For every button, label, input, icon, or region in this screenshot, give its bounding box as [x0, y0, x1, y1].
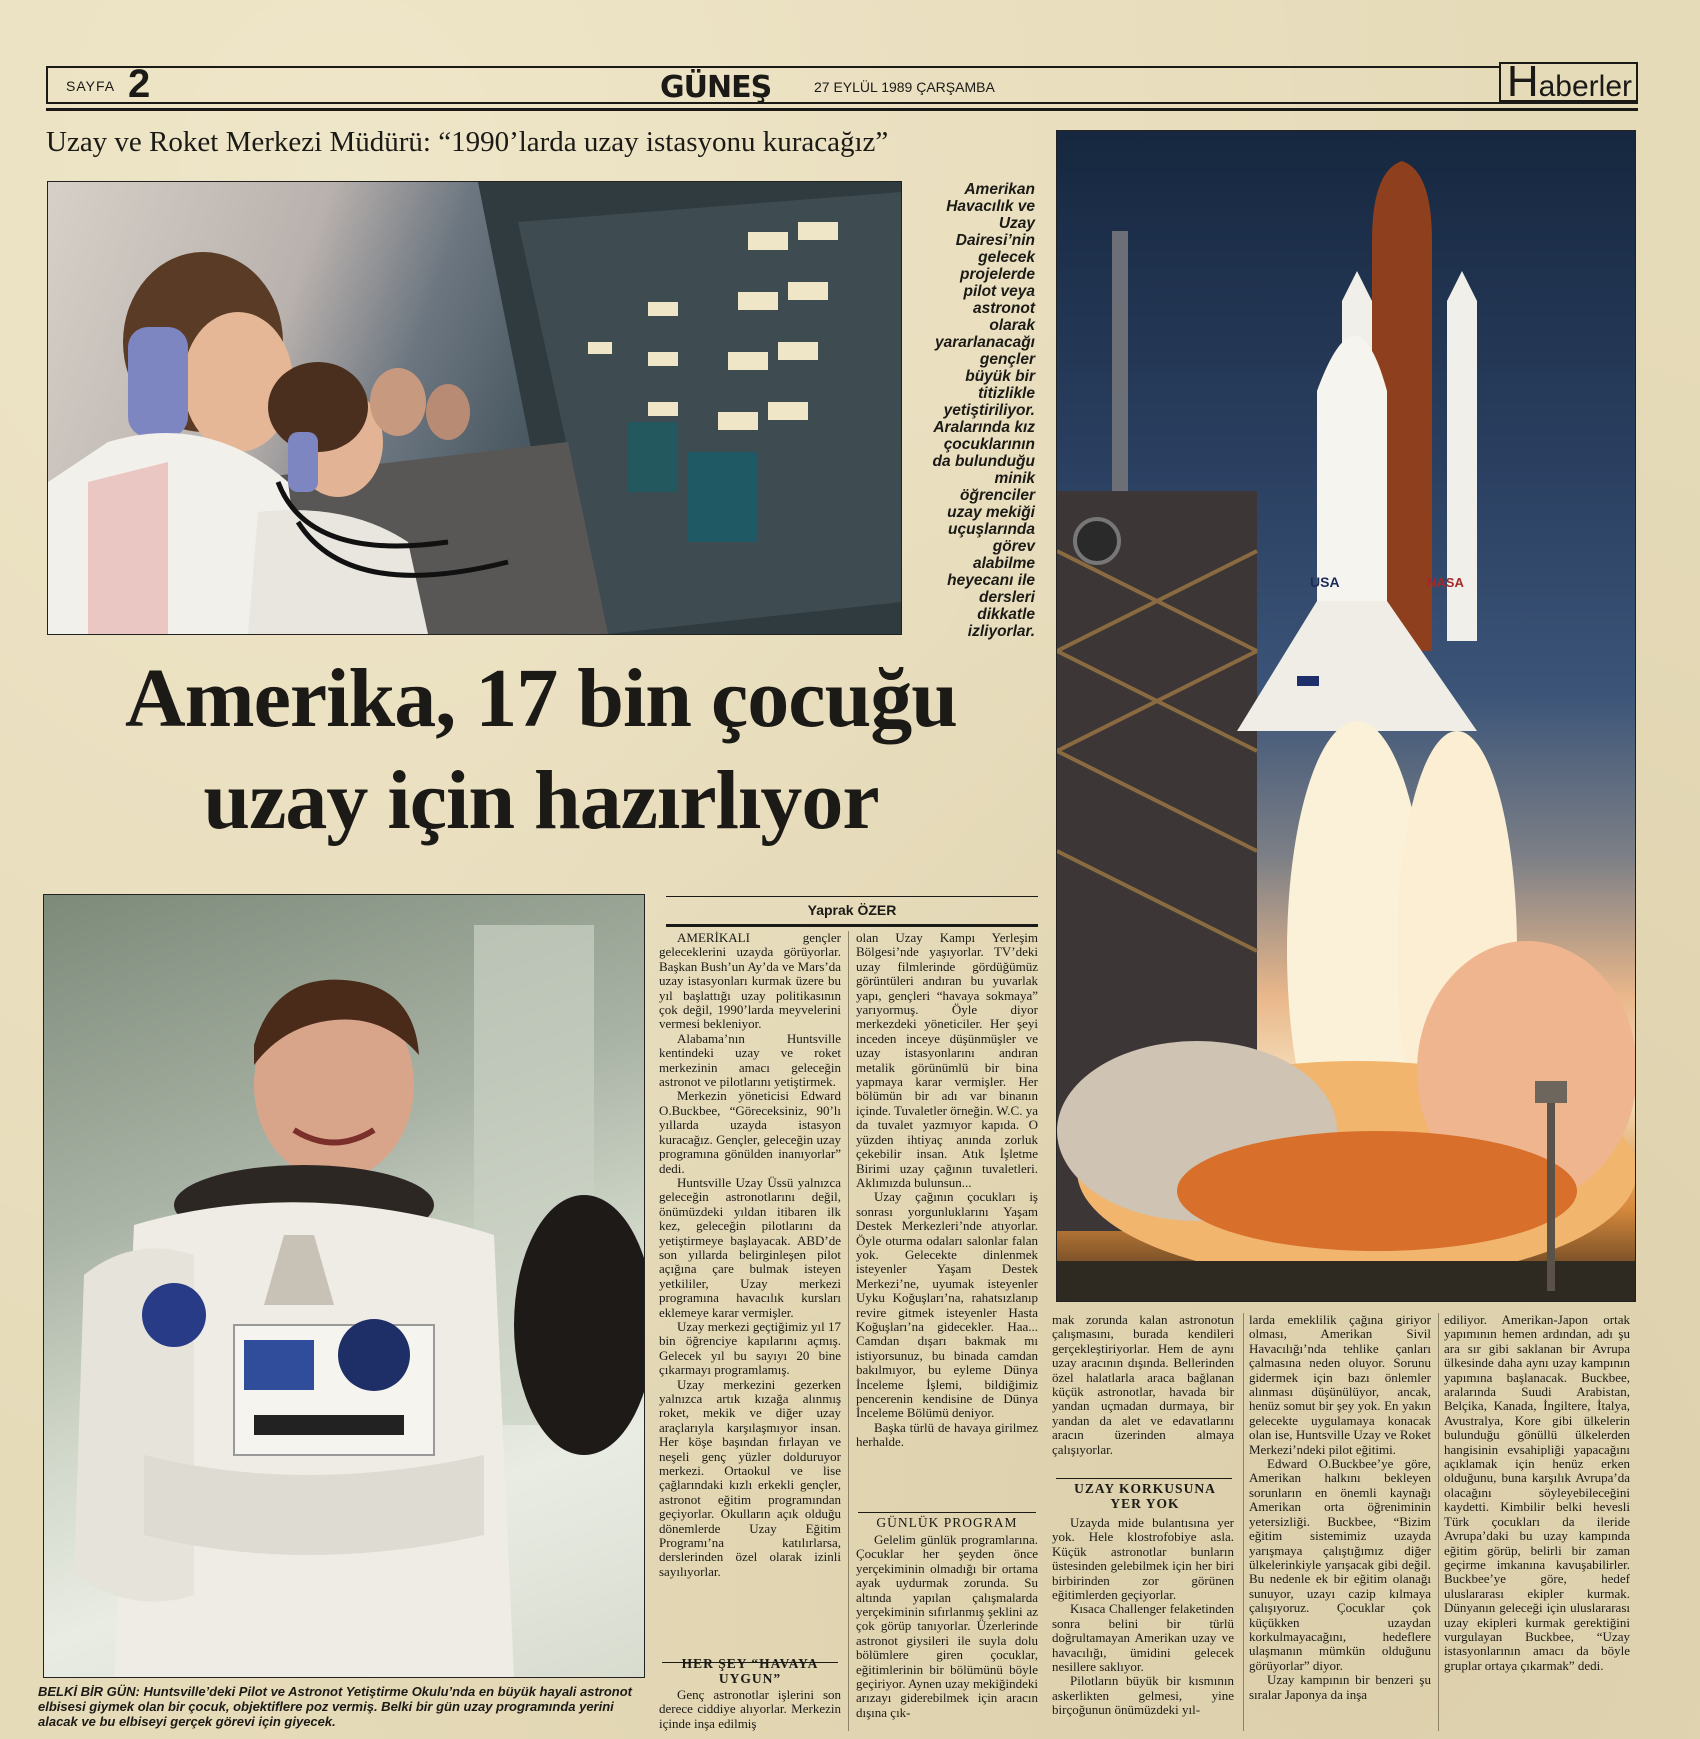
byline-top-rule — [666, 896, 1038, 897]
paragraph: Gelelim günlük programlarına. Çocuklar her şeyden önce yerçekiminin olmadığı bir ortama ayak uydurmak zorunda. Su altında yapılan çalışmalarda yerçekiminin sıfırlanmış şeklini az çok görüp tanıyorlar. Üzerlerinde astronot giysileri ile suyla dolu bölümlere giren çocuklar, eğitimlerinin bir bölümünü böyle geçiriyor. Aynen uzay mekiğindeki arızayı giderebilmek için aracın dışına çık- — [856, 1533, 1038, 1720]
section-name — [1499, 57, 1638, 106]
astronaut-boy-illustration — [44, 895, 644, 1677]
article-column-2 — [856, 931, 1038, 1505]
paragraph: Uzay kampının bir benzeri şu sıralar Japonya da inşa — [1249, 1672, 1431, 1702]
article-column-1 — [659, 931, 841, 1659]
paragraph: Uzay çağının çocukları iş sonrası yorgunluklarını Yaşam Destek Merkezleri’nde atıyorlar. Öyle oturma odaları salonlar falan yok. Gelecekte dinlenmek isteyenler Yaşam Destek Merkezi’ne, uyumak isteyenler Uyku Koğuşları’na, rahatsızlanıp revire gitmek isteyenler Hasta Koğuşları’na gidecekler. Haa... Camdan dışarı bakmak mı istiyorsunuz, bu binada camdan bakılmıyor, bu eyleme Dünya İnceleme İşlemi, bildiğimiz pencerenin kendisine de Dünya İnceleme Bölümü deniyor. — [856, 1189, 1038, 1421]
control-room-photo — [47, 181, 902, 635]
column-rule — [1438, 1313, 1439, 1731]
issue-date: 27 EYLÜL 1989 ÇARŞAMBA — [814, 79, 995, 95]
paragraph: Uzay merkezini gezerken yalnızca artık kızağa alınmış roket, mekik ve diğer uzay araçlarıyla karşılaşmıyor insan. Her köşe başından fırlayan ve neşeli genç yüzler dolduruyor merkezi. Ortaokul ve lise çağlarındaki kızlı erkekli gençler, astronot eğitim programından geçiyorlar. Okulların açık olduğu dönemlerde Uzay Eğitim Programı’na katılırlarsa, derslerinden özel olarak izinli sayılıyorlar. — [659, 1376, 841, 1579]
masthead-rule — [46, 108, 1638, 111]
article-column-3 — [1052, 1313, 1234, 1473]
section-rest: aberler — [1538, 70, 1632, 103]
subheading-havaya-uygun: HER ŞEY “HAVAYA UYGUN” — [681, 1656, 819, 1686]
byline: Yaprak ÖZER — [807, 902, 897, 918]
astronaut-boy-photo — [43, 894, 645, 1678]
article-column-2-continued — [856, 1533, 1038, 1733]
paragraph: Genç astronotlar işlerini son derece ciddiye alıyorlar. Merkezin içinde inşa edilmiş — [659, 1688, 841, 1731]
subheading-uzay-korkusuna: UZAY KORKUSUNA YER YOK — [1074, 1481, 1216, 1511]
page-number: 2 — [128, 62, 151, 106]
paragraph: Başka türlü de havaya girilmez herhalde. — [856, 1419, 1038, 1450]
usa-marking: USA — [1310, 574, 1340, 590]
paragraph: Pilotların büyük bir kısmının askerlikten gelmesi, yine birçoğunun önümüzdeki yıl- — [1052, 1673, 1234, 1718]
main-headline — [46, 648, 1036, 852]
paragraph: larda emeklilik çağına giriyor olması, Amerikan Sivil Havacılığı’nda tehlike çanları çalmasına neden oluyor. Sorunu gidermek için bazı önlemler alınması düşünülüyor, ancak, henüz somut bir şey yok. En yakın gelecekte uygulamaya konacak olan ise, Huntsville Uzay ve Roket Merkezi’ndeki pilot eğitimi. — [1249, 1313, 1431, 1457]
paragraph: Huntsville Uzay Üssü yalnızca geleceğin astronotlarını değil, önümüzdeki yıldan itibaren ilk kez, geleceğin pilotlarını da yetiştirmeye başlayacak. ABD’de son yıllarda belirginleşen pilot açığına çare bulmak isteyen yetkililer, Uzay merkezi programına havacılık kursları eklemeye karar vermişler. — [659, 1174, 841, 1320]
shuttle-launch-illustration — [1057, 131, 1635, 1301]
article-column-1-continued — [659, 1688, 841, 1734]
paragraph: Edward O.Buckbee’ye göre, Amerikan halkını bekleyen sorunların en önemli kaynağı Amerikan orta öğreniminin yetersizliği. Buckbee, “Bizim eğitim sistemimiz uzayda yarışmaya çalıştığımız diğer ülkelerinkiyle yarışacak gibi değil. Bu nedenle ek bir eğitim olanağı sunuyor, uzayı cazip kılmaya çalışıyoruz. Çocuklar çok küçükken uzaydan korkulmayacağını, hedeflere ulaşmanın mümkün olduğunu görüyorlar” diyor. — [1249, 1456, 1431, 1673]
control-room-illustration — [48, 182, 901, 634]
column-rule — [1243, 1313, 1244, 1731]
article-column-4 — [1249, 1313, 1431, 1731]
nasa-marking: NASA — [1427, 575, 1464, 590]
column-rule — [848, 931, 849, 1731]
paper-name: GÜNEŞ — [660, 70, 772, 105]
paragraph: Merkezin yöneticisi Edward O.Buckbee, “Göreceksiniz, 90’lı yıllarda uzayda istasyon kuracağız. Gençler, geleceğin uzay programına gönülden inanıyorlar” dedi. — [659, 1088, 841, 1176]
subheading-gunluk-program: GÜNLÜK PROGRAM — [876, 1515, 1018, 1530]
paragraph: Alabama’nın Huntsville kentindeki uzay ve roket merkezinin amacı geleceğin astronot ve pilotlarını yetiştirmek. — [659, 1030, 841, 1090]
paragraph: Kısaca Challenger felaketinden sonra belini bir türlü doğrultamayan Amerikan uzay ve havacılığı, ümidini gelecek nesillere saklıyor. — [1052, 1601, 1234, 1675]
shuttle-launch-photo — [1056, 130, 1636, 1302]
subhead-rule — [1056, 1478, 1232, 1479]
headline-line-1: Amerika, 17 bin çocuğu — [124, 652, 958, 745]
article-column-5 — [1444, 1313, 1630, 1731]
page-label: SAYFA — [66, 78, 116, 94]
paragraph: Uzayda mide bulantısına yer yok. Hele klostrofobiye asla. Küçük astronotlar bunların üstesinden gelebilmek için her biri birbirinden zor görünen eğitimlerden geçiyorlar. — [1052, 1516, 1234, 1603]
section-initial: H — [1506, 57, 1539, 106]
kicker-headline: Uzay ve Roket Merkezi Müdürü: “1990’larda uzay istasyonu kuracağız” — [46, 126, 889, 158]
photo-caption-bottom: BELKİ BİR GÜN: Huntsville’deki Pilot ve Astronot Yetiştirme Okulu’nda en büyük hayali astronot elbisesi giymek olan bir çocuk, objektiflere poz vermiş. Belki bir gün uzay programında yerini alacak ve bu elbiseyi gerçek görevi için giyecek. — [38, 1684, 633, 1729]
article-column-3-continued — [1052, 1516, 1234, 1731]
subhead-rule — [858, 1512, 1036, 1513]
paragraph: Uzay merkezi geçtiğimiz yıl 17 bin öğrenciye kapılarını açmış. Gelecek yıl bu sayıyı 20 bine çıkarmayı programlamış. — [659, 1318, 841, 1378]
masthead — [46, 57, 1638, 106]
paragraph: mak zorunda kalan astronotun çalışmasını, burada kendileri gerçekleştiriyorlar. Hem de aynı uzay aracının dışında. Bellerinden özel halatlarla araca bağlanan küçük astronotlar, havada bir yandan uçmadan durmaya, bir yandan da alet ve edavatlarını aracın üzerinden almaya çalışıyorlar. — [1052, 1313, 1234, 1457]
byline-rule — [666, 924, 1038, 927]
paragraph: ediliyor. Amerikan-Japon ortak yapımının hemen ardından, adı şu ara sır gibi saklanan bir Avrupa ülkesinde daha aynı uzay kampının yapımına başlanacak. Buckbee, aralarında Suudi Arabistan, Belçika, Kanada, İngiltere, İtalya, Avustralya, Kore gibi ülkelerin bulunduğu gönüllü ülkelerden hangisinin evsahipliği yapacağını açıklamak için henüz erken olduğunu, buna karşılık Avrupa’da olacağını söyleyebileceğini kaydetti. Kimbilir belki hevesli Türk çocukları da ileride Avrupa’daki bu uzay kampında eğitim görüp, belirli bir zaman geçirme imkanına kavuşabilirler. Buckbee’ye göre, hedef uluslararası ekipler kurmak. Dünyanın geleceği için uluslararası uzay ekipleri kurmak gerektiğini vurgulayan Buckbee, “Uzay istasyonlarının amacı da böyle gruplar ortaya çıkarmak” dedi. — [1444, 1313, 1630, 1673]
paragraph: olan Uzay Kampı Yerleşim Bölgesi’nde yaşıyorlar. TV’deki uzay filmlerinde gördüğümüz görüntüleri andıran bu yuvarlak yapı, gençleri “havaya sokmaya” yarıyormuş. Öyle diyor merkezdeki yöneticiler. Her şeyi inceden inceye düşünmüşler ve uzay istasyonlarını andıran metalik görünümlü bir bina yapmaya karar vermişler. Her bölümün bir adı var binanın içinde. Tuvaletler örneğin. W.C. ya da tuvalet yazmıyor kapıda. O yüzden ihtiyaç anında zorluk çekebilir insan. Atık İşletme Birimi uzay çağının tuvaletleri. Aklımızda bulunsun... — [856, 931, 1038, 1190]
paragraph: AMERİKALI gençler geleceklerini uzayda görüyorlar. Başkan Bush’un Ay’da ve Mars’da uzay istasyonları kurmak üzere bu yıl başlattığı uzay politikasının çok değil, 1990’larda meyvelerini vermesi bekleniyor. — [659, 931, 841, 1032]
side-photo-caption: Amerikan Havacılık ve Uzay Dairesi’nin gelecek projelerde pilot veya astronot olarak yararlanacağı gençler büyük bir titizlikle yetiştiriliyor. Aralarında kız çocuklarının da bulunduğu minik öğrenciler uzay mekiği uçuşlarında görev alabilme heyecanı ile dersleri dikkatle izliyorlar. — [932, 181, 1035, 640]
headline-line-2: uzay için hazırlıyor — [203, 754, 879, 847]
